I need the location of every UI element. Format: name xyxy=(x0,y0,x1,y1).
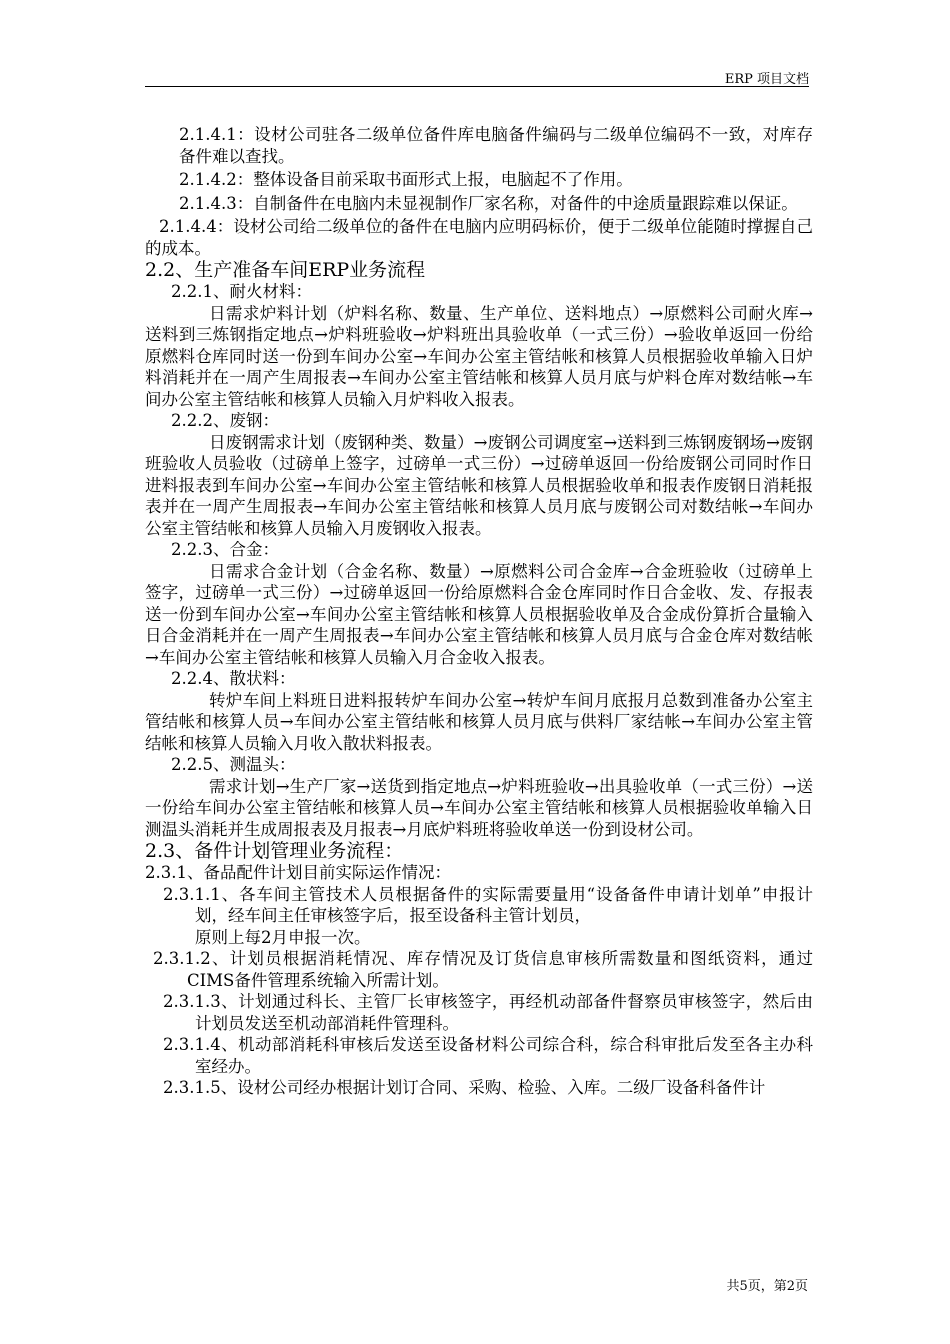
subheading-2-2-4: 2.2.4、散状料： xyxy=(171,669,296,688)
para-2-1-4-2: 2.1.4.2：整体设备目前采取书面形式上报，电脑起不了作用。 xyxy=(179,170,633,189)
para-2-2-2: 日废钢需求计划（废钢种类、数量）→废钢公司调度室→送料到三炼钢废钢场→废钢班验收人员验收（过磅单上签字，过磅单一式三份）→过磅单返回一份给废钢公司同时作日进料报表到车间办公室→车间办公室主管结帐和核算人员根据验收单和报表作废钢日消耗报表并在一周产生周报表→车间办公室主管结帐和核算人员月底与废钢公司对数结帐→车间办公室主管结帐和核算人员输入月废钢收入报表。 xyxy=(145,432,813,538)
para-2-3-1-2: 2.3.1.2、计划员根据消耗情况、库存情况及订货信息审核所需数量和图纸资料，通过CIMS备件管理系统输入所需计划。 xyxy=(153,949,813,990)
subheading-2-2-3: 2.2.3、合金： xyxy=(171,540,279,559)
para-2-3-1-5: 2.3.1.5、设材公司经办根据计划订合同、采购、检验、入库。二级厂设备科备件计 xyxy=(163,1078,766,1097)
para-2-3-1-1: 2.3.1.1、各车间主管技术人员根据备件的实际需要量用“设备备件申请计划单”申报计划，经车间主任审核签字后，报至设备科主管计划员， xyxy=(163,884,813,925)
subheading-2-2-1: 2.2.1、耐火材料： xyxy=(171,282,312,301)
para-2-3-1-3: 2.3.1.3、计划通过科长、主管厂长审核签字，再经机动部备件督察员审核签字，然后由计划员发送至机动部消耗件管理科。 xyxy=(163,992,813,1033)
para-2-1-4-3: 2.1.4.3：自制备件在电脑内未显视制作厂家名称，对备件的中途质量跟踪难以保证。 xyxy=(179,193,798,213)
para-2-2-4: 转炉车间上料班日进料报转炉车间办公室→转炉车间月底报月总数到准备办公室主管结帐和核算人员→车间办公室主管结帐和核算人员月底与供料厂家结帐→车间办公室主管结帐和核算人员输入月收入散状料报表。 xyxy=(145,690,813,753)
subheading-2-2-5: 2.2.5、测温头： xyxy=(171,755,296,774)
page-footer: 共5页，第2页 xyxy=(726,1279,808,1294)
section-heading-2-3: 2.3、备件计划管理业务流程： xyxy=(145,840,404,862)
para-2-2-1: 日需求炉料计划（炉料名称、数量、生产单位、送料地点）→原燃料公司耐火库→送料到三炼钢指定地点→炉料班验收→炉料班出具验收单（一式三份）→验收单返回一份给原燃料仓库同时送一份到车间办公室→车间办公室主管结帐和核算人员根据验收单输入日炉料消耗并在一周产生周报表→车间办公室主管结帐和核算人员月底与炉料仓库对数结帐→车间办公室主管结帐和核算人员输入月炉料收入报表。 xyxy=(145,303,813,409)
para-2-2-3: 日需求合金计划（合金名称、数量）→原燃料公司合金库→合金班验收（过磅单上签字，过磅单一式三份）→过磅单返回一份给原燃料合金仓库同时作日合金收、发、存报表送一份到车间办公室→车间办公室主管结帐和核算人员根据验收单及合金成份算折合量输入日合金消耗并在一周产生周报表→车间办公室主管结帐和核算人员月底与合金仓库对数结帐→车间办公室主管结帐和核算人员输入月合金收入报表。 xyxy=(145,561,813,667)
subheading-2-2-2: 2.2.2、废钢： xyxy=(171,411,279,430)
para-2-1-4-1: 2.1.4.1：设材公司驻各二级单位备件库电脑备件编码与二级单位编码不一致，对库存备件难以查找。 xyxy=(179,125,813,166)
para-2-1-4-4: 2.1.4.4：设材公司给二级单位的备件在电脑内应明码标价，便于二级单位能随时撑握自己的成本。 xyxy=(145,217,813,258)
subheading-2-3-1: 2.3.1、备品配件计划目前实际运作情况： xyxy=(145,863,451,882)
document-body xyxy=(145,124,813,1099)
page-header xyxy=(145,66,809,87)
header-title: ERP 项目文档 xyxy=(724,72,809,87)
para-2-3-1-4: 2.3.1.4、机动部消耗科审核后发送至设备材料公司综合科，综合科审批后发至各主办科室经办。 xyxy=(163,1035,813,1076)
para-2-3-1-1-cont: 原则上每2月申报一次。 xyxy=(195,927,371,947)
para-2-2-5: 需求计划→生产厂家→送货到指定地点→炉料班验收→出具验收单（一式三份）→送一份给车间办公室主管结帐和核算人员→车间办公室主管结帐和核算人员根据验收单输入日测温头消耗并生成周报表及月报表→月底炉料班将验收单送一份到设材公司。 xyxy=(145,776,813,839)
section-heading-2-2: 2.2、生产准备车间ERP业务流程 xyxy=(145,259,426,281)
